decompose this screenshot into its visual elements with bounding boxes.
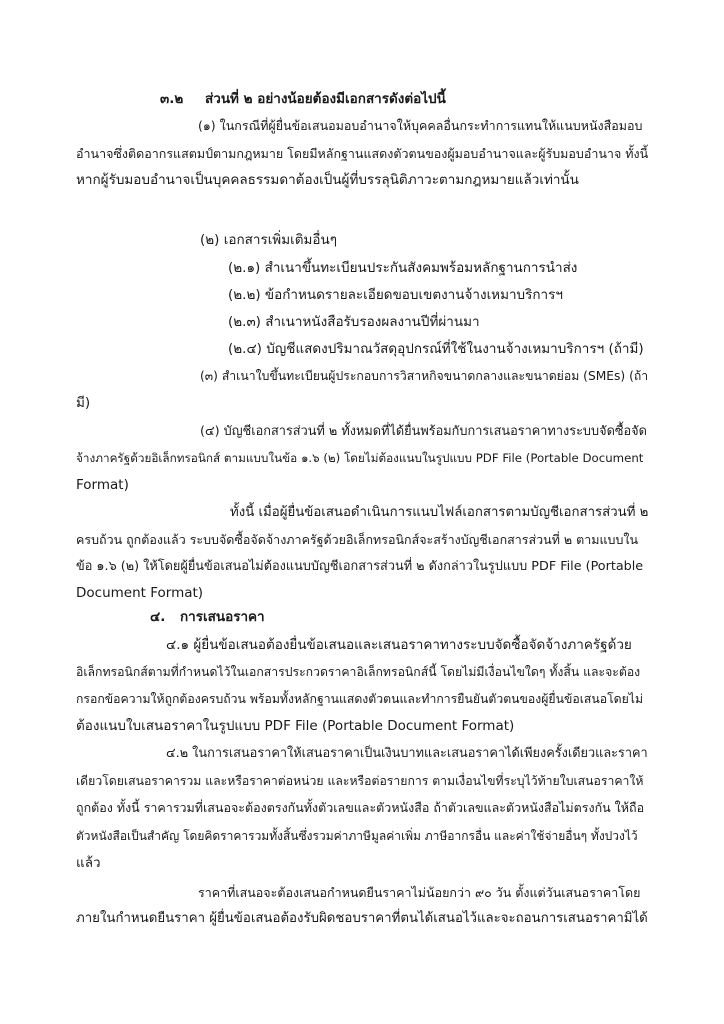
note-line-2: ครบถ้วน ถูกต้องแล้ว ระบบจัดซื้อจัดจ้างภาครัฐด้วยอิเล็กทรอนิกส์จะสร้างบัญชีเอกสารส่วนที่ ๒ ตามแบบใน <box>76 532 639 547</box>
item-4-2-line-4: ตัวหนังสือเป็นสำคัญ โดยคิดราคารวมทั้งสิ้นซึ่งรวมค่าภาษีมูลค่าเพิ่ม ภาษีอากรอื่น และค่าใช้จ่ายอื่นๆ ทั้งปวงไว้ <box>76 829 638 843</box>
section-3-2-title: ส่วนที่ ๒ อย่างน้อยต้องมีเอกสารดังต่อไปนี้ <box>205 91 446 107</box>
item-2-sub-2: (๒.๒) ข้อกำหนดรายละเอียดขอบเขตงานจ้างเหมาบริการฯ <box>228 287 563 303</box>
item-4-2-line-5: แล้ว <box>76 855 101 871</box>
item-2-sub-1: (๒.๑) สำเนาขึ้นทะเบียนประกันสังคมพร้อมหลักฐานการนำส่ง <box>228 260 578 276</box>
item-4-line-3: Format) <box>76 477 129 493</box>
price-validity-line-2: ภายในกำหนดยืนราคา ผู้ยื่นข้อเสนอต้องรับผิดชอบราคาที่ตนได้เสนอไว้และจะถอนการเสนอราคามิได้ <box>76 911 648 926</box>
item-2-sub-4: (๒.๔) บัญชีแสดงปริมาณวัสดุอุปกรณ์ที่ใช้ในงานจ้างเหมาบริการฯ (ถ้ามี) <box>228 341 644 357</box>
note-line-3: ข้อ ๑.๖ (๒) ให้โดยผู้ยื่นข้อเสนอไม่ต้องแนบบัญชีเอกสารส่วนที่ ๒ ดังกล่าวในรูปแบบ PDF File (Portable <box>76 559 644 574</box>
item-4-line-2: จ้างภาครัฐด้วยอิเล็กทรอนิกส์ ตามแบบในข้อ ๑.๖ (๒) โดยไม่ต้องแนบในรูปแบบ PDF File (Portable Document <box>76 451 644 465</box>
item-2-sub-3: (๒.๓) สำเนาหนังสือรับรองผลงานปีที่ผ่านมา <box>228 314 480 330</box>
item-3-line-2: มี) <box>76 395 91 411</box>
item-4-1-line-4: ต้องแนบใบเสนอราคาในรูปแบบ PDF File (Portable Document Format) <box>76 718 515 734</box>
item-4-1-line-3: กรอกข้อความให้ถูกต้องครบถ้วน พร้อมทั้งหลักฐานแสดงตัวตนและทำการยืนยันตัวตนของผู้ยื่นข้อเสนอโดยไม่ <box>76 692 644 706</box>
note-line-4: Document Format) <box>76 585 204 601</box>
item-4-2-line-2: เดียวโดยเสนอราคารวม และหรือราคาต่อหน่วย และหรือต่อรายการ ตามเงื่อนไขที่ระบุไว้ท้ายใบเสนอราคาให้ <box>76 774 644 788</box>
section-3-2-number: ๓.๒ <box>160 91 184 107</box>
section-4-title: การเสนอราคา <box>180 609 265 625</box>
item-4-2-line-1: ๔.๒ ในการเสนอราคาให้เสนอราคาเป็นเงินบาทและเสนอราคาได้เพียงครั้งเดียวและราคา <box>166 746 648 761</box>
item-1-line-2: อำนาจซึ่งติดอากรแสตมป์ตามกฎหมาย โดยมีหลักฐานแสดงตัวตนของผู้มอบอำนาจและผู้รับมอบอำนาจ ทั้งนี้ <box>76 146 649 161</box>
item-4-2-line-3: ถูกต้อง ทั้งนี้ ราคารวมที่เสนอจะต้องตรงกันทั้งตัวเลขและตัวหนังสือ ถ้าตัวเลขและตัวหนังสือไม่ตรงกัน ให้ถือ <box>76 800 645 815</box>
price-validity-line-1: ราคาที่เสนอจะต้องเสนอกำหนดยืนราคาไม่น้อยกว่า ๙๐ วัน ตั้งแต่วันเสนอราคาโดย <box>198 885 641 900</box>
item-2-heading: (๒) เอกสารเพิ่มเติมอื่นๆ <box>200 232 337 248</box>
item-1-line-1: (๑) ในกรณีที่ผู้ยื่นข้อเสนอมอบอำนาจให้บุคคลอื่นกระทำการแทนให้แนบหนังสือมอบ <box>198 118 643 133</box>
item-4-line-1: (๔) บัญชีเอกสารส่วนที่ ๒ ทั้งหมดที่ได้ยื่นพร้อมกับการเสนอราคาทางระบบจัดซื้อจัด <box>200 424 647 439</box>
note-line-1: ทั้งนี้ เมื่อผู้ยื่นข้อเสนอดำเนินการแนบไฟล์เอกสารตามบัญชีเอกสารส่วนที่ ๒ <box>230 505 649 520</box>
item-4-1-line-1: ๔.๑ ผู้ยื่นข้อเสนอต้องยื่นข้อเสนอและเสนอราคาทางระบบจัดซื้อจัดจ้างภาครัฐด้วย <box>166 637 632 653</box>
item-4-1-line-2: อิเล็กทรอนิกส์ตามที่กำหนดไว้ในเอกสารประกวดราคาอิเล็กทรอนิกส์นี้ โดยไม่มีเงื่อนไขใดๆ ทั้งสิ้น และจะต้อง <box>76 665 641 679</box>
item-1-line-3: หากผู้รับมอบอำนาจเป็นบุคคลธรรมดาต้องเป็นผู้ที่บรรลุนิติภาวะตามกฎหมายแล้วเท่านั้น <box>76 172 579 188</box>
section-4-number: ๔. <box>150 609 166 625</box>
item-3-line-1: (๓) สำเนาใบขึ้นทะเบียนผู้ประกอบการวิสาหกิจขนาดกลางและขนาดย่อม (SMEs) (ถ้า <box>200 369 649 383</box>
